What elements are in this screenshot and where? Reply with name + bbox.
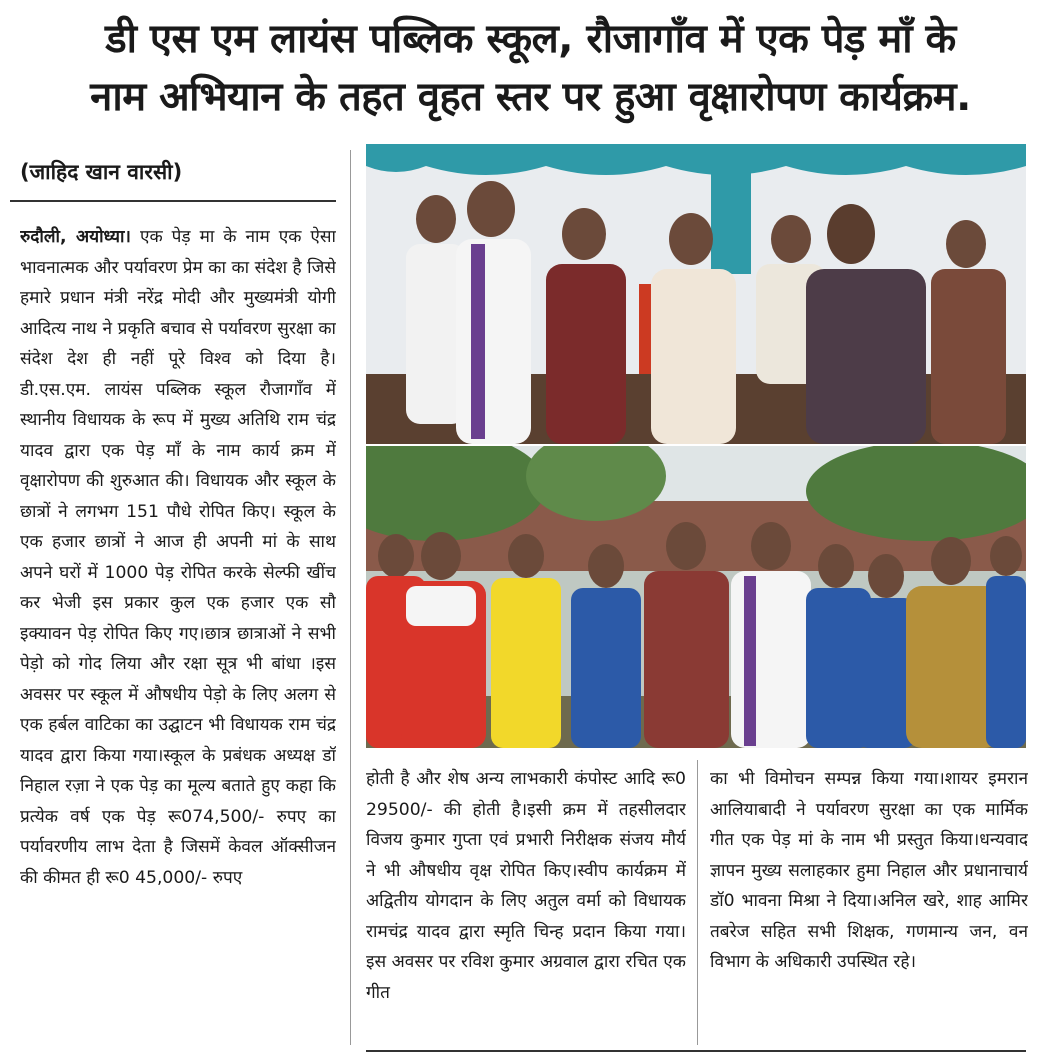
dateline: रुदौली, अयोध्या। — [20, 227, 131, 247]
headline-line-1: डी एस एम लायंस पब्लिक स्कूल, रौजागाँव में एक पेड़ माँ के — [105, 16, 956, 62]
byline: (जाहिद खान वारसी) — [20, 160, 183, 184]
column-divider-left — [350, 150, 351, 1045]
column-1-text: एक पेड़ मा के नाम एक ऐसा भावनात्मक और पर्यावरण प्रेम का का संदेश है जिसे हमारे प्रधान मंत्री नरेंद्र मोदी और मुख्यमंत्री योगी आदित्य नाथ ने प्रकृति बचाव से पर्यावरण सुरक्षा का संदेश देश ही नहीं पूरे विश्व को दिया है। डी.एस.एम. लायंस पब्लिक स्कूल रौजागाँव में स्थानीय विधायक के रूप में मुख्य अतिथि राम चंद्र यादव द्वारा एक पेड़ माँ के नाम कार्य क्रम में वृक्षारोपण की शुरुआत की। विधायक और स्कूल के छात्रों ने लगभग 151 पौधे रोपित किए। स्कूल के एक हजार छात्रों ने आज ही अपनी मां के साथ अपने घरों में 1000 पेड़ रोपित करके सेल्फी खींच कर भेजी इस प्रकार कुल एक हजार एक सौ इक्यावन पेड़ रोपित किए गए।छात्र छात्राओं ने सभी पेड़ो को गोद लिया और रक्षा सूत्र भी बांधा ।इस अवसर पर स्कूल में औषधीय पेड़ो के लिए अलग से एक हर्बल वाटिका का उद्घाटन भी विधायक राम चंद्र यादव द्वारा किया गया।स्कूल के प्रबंधक अध्यक्ष डॉ निहाल रज़ा ने एक पेड़ का मूल्य बताते हुए कहा कि प्रत्येक वर्ष एक पेड़ रू074,500/- रुपए का पर्यावरणीय लाभ देता है जिसमें केवल ऑक्सीजन की कीमत ही रू0 45,000/- रुपए — [20, 227, 336, 888]
award-ceremony-photo — [366, 144, 1026, 444]
byline-divider — [10, 200, 336, 202]
award-ceremony-illustration — [366, 144, 1026, 444]
headline-line-2: नाम अभियान के तहत वृहत स्तर पर हुआ वृक्षारोपण कार्यक्रम. — [90, 74, 971, 120]
bottom-divider — [366, 1050, 1026, 1052]
article-column-2: होती है और शेष अन्य लाभकारी कंपोस्ट आदि रू0 29500/- की होती है।इसी क्रम में तहसीलदार विजय कुमार गुप्ता एवं प्रभारी निरीक्षक संजय मौर्य ने भी औषधीय वृक्ष रोपित किए।स्वीप कार्यक्रम में अद्वितीय योगदान के लिए अतुल वर्मा को विधायक रामचंद्र यादव द्वारा स्मृति चिन्ह प्रदान किया गया। इस अवसर पर रविश कुमार अग्रवाल द्वारा रचित एक गीत — [366, 769, 686, 1003]
column-divider-right — [697, 760, 698, 1045]
group-photo-illustration — [366, 446, 1026, 748]
article-column-3: का भी विमोचन सम्पन्न किया गया।शायर इमरान आलियाबादी ने पर्यावरण सुरक्षा का एक मार्मिक गीत एक पेड़ मां के नाम भी प्रस्तुत किया।धन्यवाद ज्ञापन मुख्य सलाहकार हुमा निहाल और प्रधानाचार्य डॉ0 भावना मिश्रा ने दिया।अनिल खरे, शाह आमिर तबरेज सहित सभी शिक्षक, गणमान्य जन, वन विभाग के अधिकारी उपस्थित रहे। — [710, 769, 1028, 972]
group-photo — [366, 446, 1026, 748]
headline — [12, 10, 1049, 126]
article-column-1 — [20, 222, 336, 1042]
